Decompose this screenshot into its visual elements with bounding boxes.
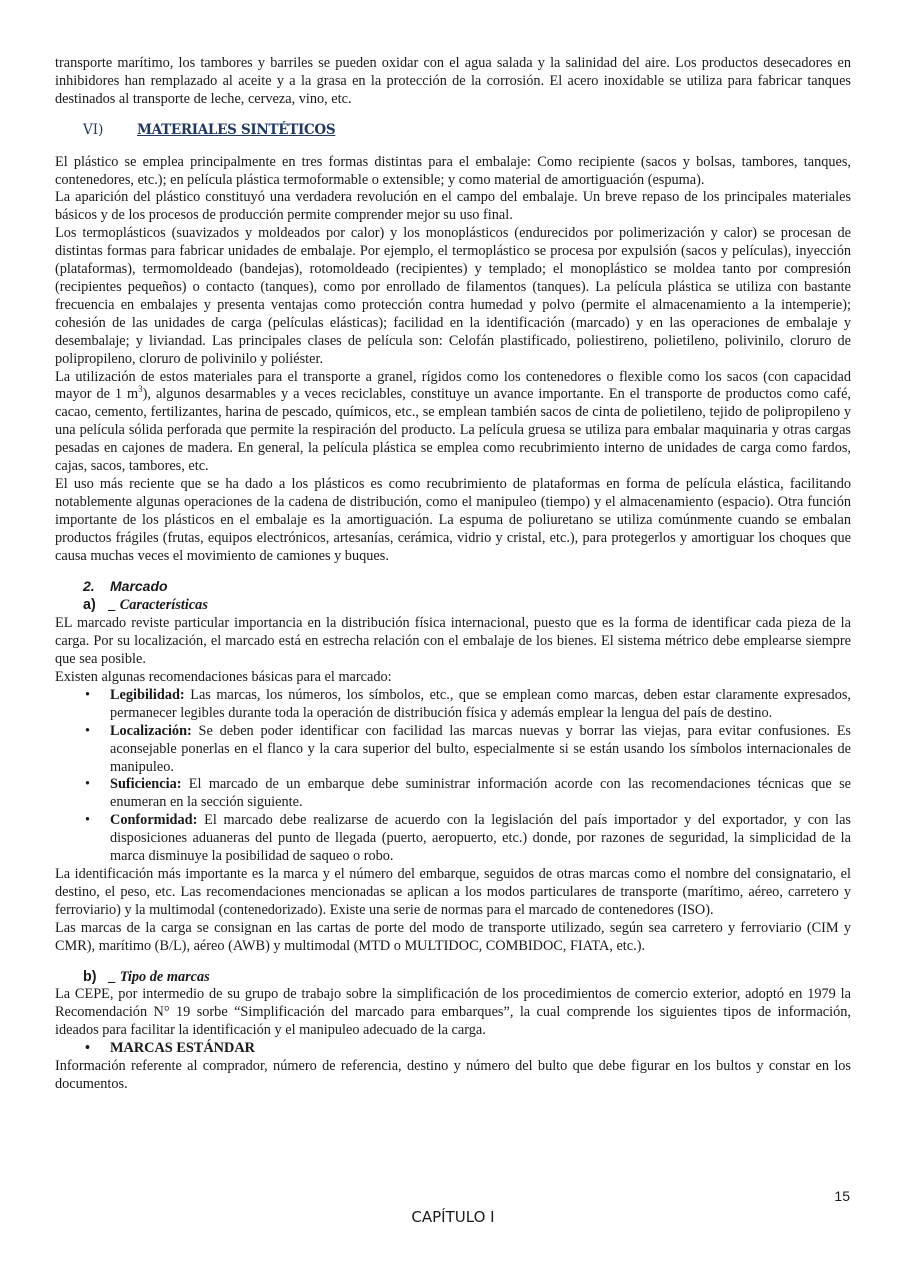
list-item-text: El marcado de un embarque debe suministrar información acorde con las recomendaciones técnicas que se enumeran en la sección siguiente.	[110, 776, 851, 811]
list-item-heading: • MARCAS ESTÁNDAR	[55, 1040, 851, 1058]
paragraph: La identificación más importante es la marca y el número del embarque, seguidos de otras marcas como el nombre del consignatario, el destino, el peso, etc. Las recomendaciones mencionadas se aplican a los modos particulares de transporte (marítimo, aéreo, carretero y ferroviario) y la multimodal (contenedorizado). Existe una serie de normas para el marcado de contenedores (ISO).	[55, 865, 851, 918]
paragraph: EL marcado reviste particular importancia en la distribución física internacional, puesto que es la forma de identificar cada pieza de la carga. Por su localización, el marcado está en estrecha relación con el embalaje de los bienes. El sistema métrico debe emplearse siempre que sea posible.	[55, 615, 851, 668]
superscript: 3	[138, 384, 143, 395]
list-item-term: Localización:	[110, 722, 192, 739]
paragraph: El plástico se emplea principalmente en tres formas distintas para el embalaje: Como recipiente (sacos y bolsas, tambores, tanques, contenedores, etc.); en película plástica termoformable o extensible; y como material de amortiguación (espuma).	[55, 153, 851, 188]
paragraph: Las marcas de la carga se consignan en las cartas de porte del modo de transporte utilizado, según sea carretero y ferroviario (CIM y CMR), marítimo (B/L), aéreo (AWB) y multimodal (MTD o MULTIDOC, COMBIDOC, FIATA, etc.).	[55, 919, 851, 954]
section-heading-materiales-sinteticos	[55, 122, 851, 140]
paragraph: El uso más reciente que se ha dado a los plásticos es como recubrimiento de plataformas en forma de película elástica, facilitando notablemente algunas operaciones de la cadena de distribución, como el manipuleo (tiempo) y el almacenamiento (espacio). Otra función importante de los plásticos en el embalaje es la amortiguación. La espuma de poliuretano se utiliza comúnmente cuando se embalan productos frágiles (frutas, equipos electrónicos, artesanías, cerámica, vidrio y cristal, etc.), para protegerlos y amortiguar los choques que causa muchas veces el movimiento de camiones y buques.	[55, 475, 851, 564]
intro-paragraph: transporte marítimo, los tambores y barriles se pueden oxidar con el agua salada y la salinidad del aire. Los productos desecadores en inhibidores han remplazado al aceite y a la grasa en la protección de la corrosión. El acero inoxidable se utiliza para fabricar tanques destinados al transporte de leche, cerveza, vino, etc.	[55, 55, 851, 107]
paragraph: La aparición del plástico constituyó una verdadera revolución en el campo del embalaje. Un breve repaso de los principales materiales básicos y de los procesos de producción permite comprender mejor su uso final.	[55, 189, 851, 224]
paragraph: Información referente al comprador, número de referencia, destino y número del bulto que debe figurar en los bultos y constar en los documentos.	[55, 1058, 851, 1092]
subsection-title: _ Tipo de marcas	[109, 968, 210, 985]
chapter-footer: CAPÍTULO I	[411, 1208, 495, 1226]
list-item-text: Se deben poder identificar con facilidad las marcas nuevas y borrar las viejas, para evitar confusiones. Es aconsejable ponerlas en el flanco y la cara superior del bulto, especialmente si se están usando los símbolos internacionales de manipuleo.	[110, 722, 851, 775]
section-number: VI)	[83, 121, 104, 138]
section-title: MATERIALES SINTÉTICOS	[137, 121, 336, 138]
list-item-term: Conformidad:	[110, 812, 198, 829]
list-item-term: Legibilidad:	[110, 686, 185, 703]
list-item	[55, 812, 851, 866]
subsection-heading-tipo-de-marcas	[55, 969, 851, 987]
paragraph: La CEPE, por intermedio de su grupo de trabajo sobre la simplificación de los procedimientos de comercio exterior, adoptó en 1979 la Recomendación N° 19 sorbe “Simplificación del marcado para embarques”, la cual comprende los siguientes tipos de información, ideados para facilitar la identificación y el manipuleo adecuado de la carga.	[55, 986, 851, 1039]
subsection-number: b)	[83, 968, 97, 985]
section-title: Marcado	[110, 578, 168, 595]
list-item-text: Las marcas, los números, los símbolos, etc., que se emplean como marcas, deben estar claramente expresados, permanecer legibles durante toda la operación de distribución física y además emplear la lengua del país de destino.	[110, 686, 851, 721]
paragraph-text-before: La utilización de estos materiales para el transporte a granel, rígidos como los contenedores o flexible como los sacos (con capacidad mayor de 1 m	[55, 368, 851, 403]
page-number: 15	[834, 1188, 850, 1204]
standard-marks-list	[55, 1040, 851, 1058]
subsection-number: a)	[83, 597, 96, 614]
paragraph: Existen algunas recomendaciones básicas para el marcado:	[55, 669, 392, 685]
paragraph-text-after: ), algunos desarmables y a veces reciclables, constituye un avance importante. En el transporte de productos como café, cacao, cemento, fertilizantes, harina de pescado, químicos, etc., se emplean también sacos de cinta de polietileno, tejido de polipropileno y una película sólida perforada que permite la respiración del producto. La película gruesa se utiliza para embalar maquinaria y otras cargas pesadas en cajones de madera. En general, la película plástica se emplea como recubrimiento interno de unidades de carga como fardos, cajas, sacos, tambores, etc.	[55, 386, 851, 475]
list-item-term: Suficiencia:	[110, 776, 182, 793]
document-page	[55, 55, 851, 1094]
paragraph: Los termoplásticos (suavizados y moldeados por calor) y los monoplásticos (endurecidos por polimerización y calor) se procesan de distintas formas para fabricar unidades de embalaje. Por ejemplo, el termoplástico se procesa por expulsión (sacos y películas), inyección (plataformas), termomoldeado (bandejas), rotomoldeado (recipientes) y templado; el monoplástico se moldea tanto por compresión (recipientes pequeños) o contacto (tanques), como por enrollado de filamentos (tanques). La película plástica se utiliza con bastante frecuencia en embalajes y presenta ventajas como protección contra humedad y polvo (permite el almacenamiento a la intemperie); cohesión de las unidades de carga (películas elásticas); facilidad en la identificación (marcado) y en las operaciones de embalaje y desembalaje; y liviandad. Las principales clases de película son: Celofán plastificado, poliestireno, polietileno, polivinilo, cloruro de polipropileno, cloruro de polivinilo y poliéster.	[55, 225, 851, 367]
list-item	[55, 723, 851, 777]
section-heading-marcado	[55, 578, 851, 596]
subsection-title: _ Características	[109, 597, 208, 614]
list-item	[55, 776, 851, 812]
paragraph-with-superscript	[55, 369, 851, 476]
subsection-heading-caracteristicas	[55, 597, 851, 615]
section-number: 2.	[83, 578, 95, 595]
list-item	[55, 687, 851, 723]
recommendations-list	[55, 687, 851, 866]
list-item-text: El marcado debe realizarse de acuerdo con la legislación del país importador y del exportador, y con las disposiciones aduaneras del punto de llegada (puerto, aeropuerto, etc.) donde, por razones de seguridad, la simplicidad de la marca disminuye la posibilidad de saqueo o robo.	[110, 812, 851, 865]
